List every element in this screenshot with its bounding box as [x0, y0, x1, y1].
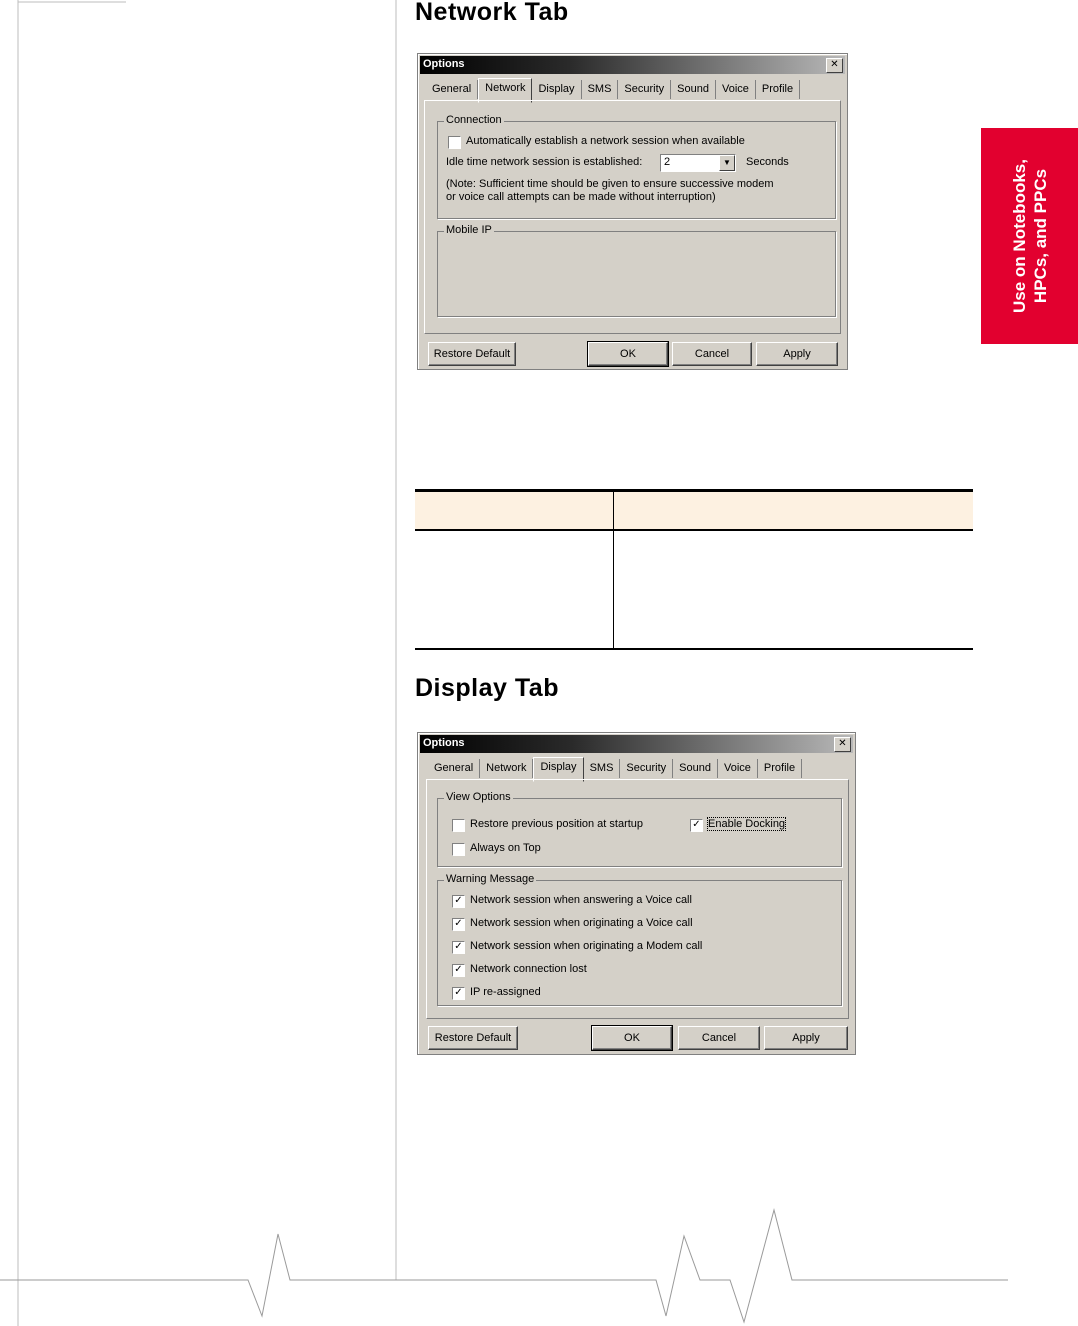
connection-group-label: Connection	[446, 114, 502, 126]
side-tab-line-2: HPCs, and PPCs	[1030, 168, 1050, 304]
warning-checkbox[interactable]: ✓	[452, 941, 465, 954]
table-header-cell	[614, 491, 974, 531]
warning-label: Network connection lost	[470, 963, 587, 975]
view-options-group	[437, 791, 842, 867]
always-on-top-checkbox[interactable]	[452, 843, 465, 856]
mobile-ip-group-label: Mobile IP	[446, 224, 492, 236]
dialog-title: Options	[423, 58, 465, 70]
idle-time-label: Idle time network session is established:	[446, 156, 643, 168]
tab-security[interactable]: Security	[618, 80, 671, 99]
warning-message-group-label: Warning Message	[446, 873, 535, 885]
idle-time-select[interactable]	[660, 154, 736, 172]
table-row	[415, 530, 973, 649]
warning-checkbox[interactable]: ✓	[452, 918, 465, 931]
display-tab-heading: Display Tab	[415, 674, 559, 702]
idle-units-label: Seconds	[746, 156, 789, 168]
warning-message-group	[437, 873, 842, 1006]
enable-docking-checkbox[interactable]: ✓	[690, 819, 703, 832]
tab-sound[interactable]: Sound	[673, 759, 718, 778]
tab-panel	[426, 779, 849, 1019]
tab-display[interactable]: Display	[532, 80, 581, 99]
table-cell	[415, 530, 614, 649]
warning-label: Network session when originating a Modem call	[470, 940, 703, 952]
tab-panel	[424, 100, 841, 334]
network-options-dialog	[417, 53, 848, 370]
tab-sound[interactable]: Sound	[671, 80, 716, 99]
warning-label: IP re-assigned	[470, 986, 541, 998]
restore-default-button[interactable]: Restore Default	[428, 1026, 518, 1050]
mobile-ip-group	[437, 224, 836, 317]
tab-sms[interactable]: SMS	[584, 759, 621, 778]
tab-voice[interactable]: Voice	[718, 759, 758, 778]
warning-checkbox[interactable]: ✓	[452, 895, 465, 908]
warning-checkbox[interactable]: ✓	[452, 987, 465, 1000]
tab-strip	[428, 759, 802, 779]
tab-profile[interactable]: Profile	[756, 80, 800, 99]
auto-establish-checkbox[interactable]	[448, 136, 461, 149]
tab-general[interactable]: General	[428, 759, 480, 778]
tab-strip	[426, 80, 800, 100]
idle-time-value: 2	[664, 156, 671, 168]
dialog-title: Options	[423, 737, 465, 749]
table-cell	[614, 530, 974, 649]
tab-network[interactable]: Network	[478, 78, 532, 103]
restore-position-checkbox[interactable]	[452, 819, 465, 832]
tab-general[interactable]: General	[426, 80, 478, 99]
restore-default-button[interactable]: Restore Default	[428, 342, 516, 366]
network-tab-heading: Network Tab	[415, 0, 569, 26]
warning-label: Network session when originating a Voice call	[470, 917, 693, 929]
tab-display[interactable]: Display	[533, 757, 583, 782]
connection-group	[437, 114, 836, 219]
chevron-down-icon[interactable]: ▼	[719, 155, 735, 171]
apply-button[interactable]: Apply	[764, 1026, 848, 1050]
note-line-2: or voice call attempts can be made without interruption)	[446, 191, 716, 203]
ok-button[interactable]: OK	[592, 1026, 672, 1050]
warning-label: Network session when answering a Voice call	[470, 894, 692, 906]
close-icon[interactable]: ✕	[826, 58, 843, 73]
cancel-button[interactable]: Cancel	[672, 342, 752, 366]
tab-voice[interactable]: Voice	[716, 80, 756, 99]
enable-docking-label: Enable Docking	[708, 818, 786, 830]
restore-position-label: Restore previous position at startup	[470, 818, 644, 830]
dialog-titlebar	[420, 56, 845, 74]
tab-profile[interactable]: Profile	[758, 759, 802, 778]
table-header-row	[415, 491, 973, 531]
tab-sms[interactable]: SMS	[582, 80, 619, 99]
tab-network[interactable]: Network	[480, 759, 533, 778]
view-options-group-label: View Options	[446, 791, 511, 803]
display-options-dialog	[417, 732, 856, 1055]
dialog-titlebar	[420, 735, 853, 753]
ok-button[interactable]: OK	[588, 342, 668, 366]
chapter-side-tab	[981, 128, 1078, 344]
tab-security[interactable]: Security	[620, 759, 673, 778]
auto-establish-label: Automatically establish a network session when available	[466, 135, 745, 147]
note-line-1: (Note: Sufficient time should be given to ensure successive modem	[446, 178, 774, 190]
close-icon[interactable]: ✕	[834, 737, 851, 752]
cancel-button[interactable]: Cancel	[678, 1026, 760, 1050]
warning-checkbox[interactable]: ✓	[452, 964, 465, 977]
settings-table	[415, 489, 973, 650]
apply-button[interactable]: Apply	[756, 342, 838, 366]
always-on-top-label: Always on Top	[470, 842, 541, 854]
side-tab-line-1: Use on Notebooks,	[1009, 159, 1029, 313]
table-header-cell	[415, 491, 614, 531]
